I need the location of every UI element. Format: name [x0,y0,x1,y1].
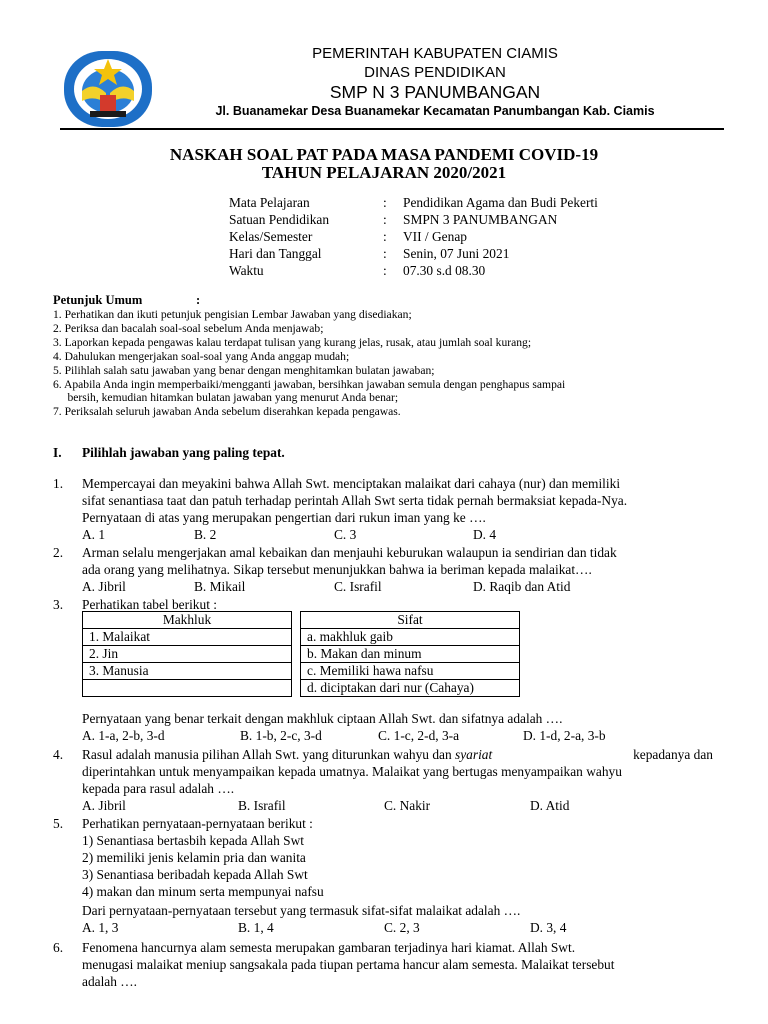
question-number: 4. [53,747,64,762]
header-department: DINAS PENDIDIKAN [364,64,506,81]
question-text: Fenomena hancurnya alam semesta merupakan gambaran terjadinya hari kiamat. Allah Swt. [82,940,576,955]
instruction-item: 7. Periksalah seluruh jawaban Anda sebelum diserahkan kepada pengawas. [53,405,401,418]
option-c[interactable]: C. 1-c, 2-d, 3-a [378,728,460,743]
doc-title: NASKAH SOAL PAT PADA MASA PANDEMI COVID-19 [169,145,599,164]
statement-item: 4) makan dan minum serta mempunyai nafsu [82,884,324,899]
option-d[interactable]: D. 3, 4 [530,920,567,935]
instruction-item: 5. Pilihlah salah satu jawaban yang benar dengan menghitamkan bulatan jawaban; [53,364,435,377]
header-school: SMP N 3 PANUMBANGAN [329,82,541,102]
question-text: diperintahkan untuk menyampaikan kepada umatnya. Malaikat yang bertugas menyampaikan wahyu [82,764,622,779]
question-text: Perhatikan pernyataan-pernyataan berikut : [82,816,313,831]
question-text: menugasi malaikat meniup sangsakala pada tiupan pertama hancur alam semesta. Malaikat tersebut [82,957,615,972]
option-b[interactable]: B. 2 [194,527,217,542]
option-b[interactable]: B. Mikail [194,579,246,594]
header-divider [60,128,724,130]
option-a[interactable]: A. 1-a, 2-b, 3-d [82,728,165,743]
question-text: Mempercayai dan meyakini bahwa Allah Swt. menciptakan malaikat dari cahaya (nur) dan memiliki [82,476,621,491]
statement-item: 1) Senantiasa bertasbih kepada Allah Swt [82,833,305,848]
option-c[interactable]: C. 2, 3 [384,920,420,935]
instruction-item: 4. Dahulukan mengerjakan soal-soal yang Anda anggap mudah; [53,350,350,363]
question-text: ada orang yang melihatnya. Sikap tersebut menunjukkan bahwa ia beriman kepada malaikat…. [82,562,592,577]
table-header: Makhluk [83,612,292,629]
option-b[interactable]: B. 1-b, 2-c, 3-d [240,728,322,743]
option-a[interactable]: A. 1, 3 [82,920,119,935]
question-text: Pernyataan di atas yang merupakan pengertian dari rukun iman yang ke …. [82,510,486,525]
question-text: Perhatikan tabel berikut : [82,597,217,612]
instruction-item: 3. Laporkan kepada pengawas kalau terdapat tulisan yang kurang jelas, rusak, atau jumlah soal kurang; [53,336,532,349]
table-header: Sifat [301,612,520,629]
instruction-item: 2. Periksa dan bacalah soal-soal sebelum Anda menjawab; [53,322,324,335]
instructions-heading: Petunjuk Umum : [53,293,201,307]
question-text: adalah …. [82,974,138,989]
matching-table [82,611,520,697]
table-cell: 1. Malaikat [83,629,292,646]
table-cell: c. Memiliki hawa nafsu [301,663,520,680]
option-a[interactable]: A. 1 [82,527,106,542]
question-text: Dari pernyataan-pernyataan tersebut yang termasuk sifat-sifat malaikat adalah …. [82,903,521,918]
question-number: 6. [53,940,64,955]
option-d[interactable]: D. 4 [473,527,497,542]
table-cell: 3. Manusia [83,663,292,680]
instruction-item: 6. Apabila Anda ingin memperbaiki/mengganti jawaban, bersihkan jawaban semula dengan penghapus sampai [53,378,566,391]
table-cell: a. makhluk gaib [301,629,520,646]
school-logo [60,45,156,131]
option-c[interactable]: C. Nakir [384,798,431,813]
section-title: Pilihlah jawaban yang paling tepat. [82,445,285,460]
instruction-item: 1. Perhatikan dan ikuti petunjuk pengisian Lembar Jawaban yang disediakan; [53,308,412,321]
question-text: Arman selalu mengerjakan amal kebaikan dan menjauhi keburukan walaupun ia sendirian dan tidak [82,545,617,560]
option-d[interactable]: D. Atid [530,798,570,813]
statement-item: 2) memiliki jenis kelamin pria dan wanita [82,850,306,865]
table-cell: d. diciptakan dari nur (Cahaya) [301,680,520,697]
header-address: Jl. Buanamekar Desa Buanamekar Kecamatan Panumbangan Kab. Ciamis [215,104,655,118]
question-number: 2. [53,545,64,560]
question-text: Rasul adalah manusia pilihan Allah Swt. yang diturunkan wahyu dan syariat kepadanya dan [82,747,713,762]
option-d[interactable]: D. Raqib dan Atid [473,579,571,594]
table-cell: 2. Jin [83,646,292,663]
header-government: PEMERINTAH KABUPATEN CIAMIS [312,45,558,62]
option-a[interactable]: A. Jibril [82,798,126,813]
option-c[interactable]: C. 3 [334,527,357,542]
table-cell [83,680,292,697]
doc-year: TAHUN PELAJARAN 2020/2021 [261,163,507,182]
question-number: 3. [53,597,64,612]
section-number: I. [53,445,62,460]
question-text: sifat senantiasa taat dan patuh terhadap perintah Allah Swt serta tidak pernah bermaksiat kepada-Nya. [82,493,628,508]
option-c[interactable]: C. Israfil [334,579,382,594]
question-number: 1. [53,476,64,491]
option-b[interactable]: B. 1, 4 [238,920,274,935]
option-d[interactable]: D. 1-d, 2-a, 3-b [523,728,606,743]
question-text: Pernyataan yang benar terkait dengan makhluk ciptaan Allah Swt. dan sifatnya adalah …. [82,711,563,726]
statement-item: 3) Senantiasa beribadah kepada Allah Swt [82,867,308,882]
question-text: kepada para rasul adalah …. [82,781,235,796]
option-b[interactable]: B. Israfil [238,798,286,813]
table-cell: b. Makan dan minum [301,646,520,663]
instruction-item: bersih, kemudian hitamkan bulatan jawaban yang menurut Anda benar; [53,391,399,404]
option-a[interactable]: A. Jibril [82,579,126,594]
question-number: 5. [53,816,64,831]
